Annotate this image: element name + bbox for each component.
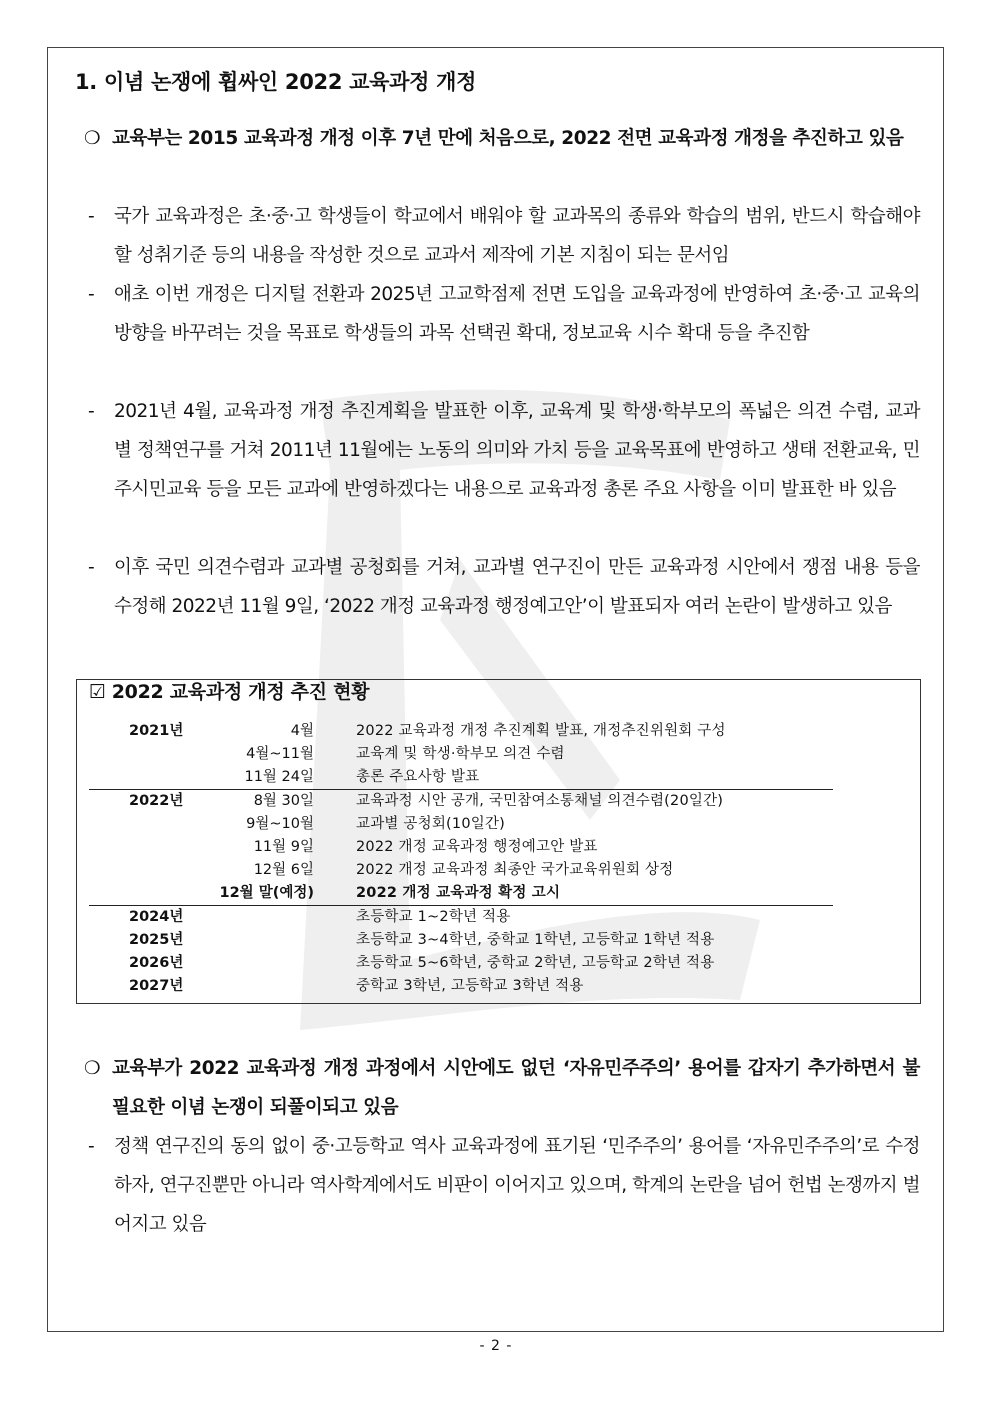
schedule-row [89, 975, 833, 998]
dash-icon: - [88, 1136, 95, 1157]
schedule-row [89, 836, 833, 859]
schedule-year: 2026년 [129, 955, 184, 971]
schedule-date: 4월~11월 [246, 746, 314, 762]
schedule-date: 12월 6일 [253, 862, 314, 878]
bullet-2 [84, 1049, 920, 1127]
schedule-group-2021 [89, 720, 833, 790]
sub-item-text: 정책 연구진의 동의 없이 중·고등학교 역사 교육과정에 표기된 ‘민주주의’ 용어를 ‘자유민주주의’로 수정하자, 연구진뿐만 아니라 역사학계에서도 비판이 이어지고 있으며, 학계의 논란을 넘어 헌법 논쟁까지 벌어지고 있음 [114, 1136, 920, 1235]
schedule-desc: 교과별 공청회(10일간) [356, 816, 506, 832]
schedule-year: 2025년 [129, 932, 184, 948]
dash-icon: - [88, 401, 95, 422]
sub-item [88, 392, 920, 509]
schedule-date: 8월 30일 [253, 793, 314, 809]
schedule-row [89, 790, 833, 813]
schedule-year: 2027년 [129, 978, 184, 994]
schedule-desc: 교육계 및 학생·학부모 의견 수렴 [356, 746, 565, 762]
schedule-year: 2021년 [129, 723, 184, 739]
schedule-date: 11월 24일 [244, 769, 314, 785]
schedule-row [89, 929, 833, 952]
sub-item-text: 애초 이번 개정은 디지털 전환과 2025년 고교학점제 전면 도입을 교육과정에 반영하여 초·중·고 교육의 방향을 바꾸려는 것을 목표로 학생들의 과목 선택권 확대, 정보교육 시수 확대 등을 추진함 [114, 284, 920, 344]
schedule-date: 9월~10월 [246, 816, 314, 832]
schedule-date: 12월 말(예정) [219, 885, 314, 901]
sub-item [88, 197, 920, 275]
schedule-row [89, 743, 833, 766]
bullet-text: 교육부가 2022 교육과정 개정 과정에서 시안에도 없던 ‘자유민주주의’ 용어를 갑자기 추가하면서 불필요한 이념 논쟁이 되풀이되고 있음 [112, 1058, 920, 1118]
schedule-desc: 초등학교 5~6학년, 중학교 2학년, 고등학교 2학년 적용 [356, 955, 715, 971]
circle-bullet-icon: ❍ [84, 1058, 101, 1079]
dash-icon: - [88, 557, 95, 578]
schedule-year: 2022년 [129, 793, 184, 809]
schedule-group-2022 [89, 790, 833, 906]
schedule-row [89, 952, 833, 975]
dash-icon: - [88, 206, 95, 227]
sub-item [88, 1127, 920, 1244]
bullet-1 [84, 119, 920, 158]
circle-bullet-icon: ❍ [84, 128, 101, 149]
schedule-desc: 초등학교 3~4학년, 중학교 1학년, 고등학교 1학년 적용 [356, 932, 715, 948]
section-title: 1. 이념 논쟁에 휩싸인 2022 교육과정 개정 [75, 70, 477, 94]
schedule-desc: 중학교 3학년, 고등학교 3학년 적용 [356, 978, 584, 994]
checkbox-icon: ☑ [89, 681, 106, 703]
schedule-row-highlight [89, 882, 833, 905]
schedule-desc: 2022 개정 교육과정 최종안 국가교육위원회 상정 [356, 862, 674, 878]
schedule-desc: 2022 개정 교육과정 확정 고시 [356, 885, 561, 901]
schedule-date: 11월 9일 [253, 839, 314, 855]
page-number: - 2 - [479, 1338, 513, 1354]
sub-item-text: 2021년 4월, 교육과정 개정 추진계획을 발표한 이후, 교육계 및 학생·학부모의 폭넓은 의견 수렴, 교과별 정책연구를 거쳐 2011년 11월에는 노동의 의미와 가치 등을 교육목표에 반영하고 생태 전환교육, 민주시민교육 등을 모든 교과에 반영하겠다는 내용으로 교육과정 총론 주요 사항을 이미 발표한 바 있음 [114, 401, 920, 500]
schedule-table [89, 720, 833, 998]
schedule-desc: 2022 교육과정 개정 추진계획 발표, 개정추진위원회 구성 [356, 723, 726, 739]
schedule-row [89, 720, 833, 743]
schedule-row [89, 766, 833, 789]
dash-icon: - [88, 284, 95, 305]
schedule-row [89, 859, 833, 882]
schedule-row [89, 813, 833, 836]
schedule-date: 4월 [290, 723, 314, 739]
schedule-title-text: 2022 교육과정 개정 추진 현황 [111, 681, 370, 703]
sub-item [88, 275, 920, 353]
schedule-year: 2024년 [129, 909, 184, 925]
schedule-box [76, 679, 921, 1004]
schedule-desc: 교육과정 시안 공개, 국민참여소통채널 의견수렴(20일간) [356, 793, 724, 809]
bullet-text: 교육부는 2015 교육과정 개정 이후 7년 만에 처음으로, 2022 전면 교육과정 개정을 추진하고 있음 [112, 128, 904, 149]
schedule-desc: 총론 주요사항 발표 [356, 769, 480, 785]
sub-item-text: 이후 국민 의견수렴과 교과별 공청회를 거쳐, 교과별 연구진이 만든 교육과정 시안에서 쟁점 내용 등을 수정해 2022년 11월 9일, ‘2022 개정 교육과정 행정예고안’이 발표되자 여러 논란이 발생하고 있음 [114, 557, 920, 617]
schedule-desc: 2022 개정 교육과정 행정예고안 발표 [356, 839, 598, 855]
sub-item [88, 548, 920, 626]
schedule-desc: 초등학교 1~2학년 적용 [356, 909, 511, 925]
schedule-row [89, 906, 833, 929]
sub-item-text: 국가 교육과정은 초·중·고 학생들이 학교에서 배워야 할 교과목의 종류와 학습의 범위, 반드시 학습해야 할 성취기준 등의 내용을 작성한 것으로 교과서 제작에 기본 지침이 되는 문서임 [114, 206, 920, 266]
schedule-title [89, 680, 369, 704]
schedule-group-rollout [89, 906, 833, 998]
